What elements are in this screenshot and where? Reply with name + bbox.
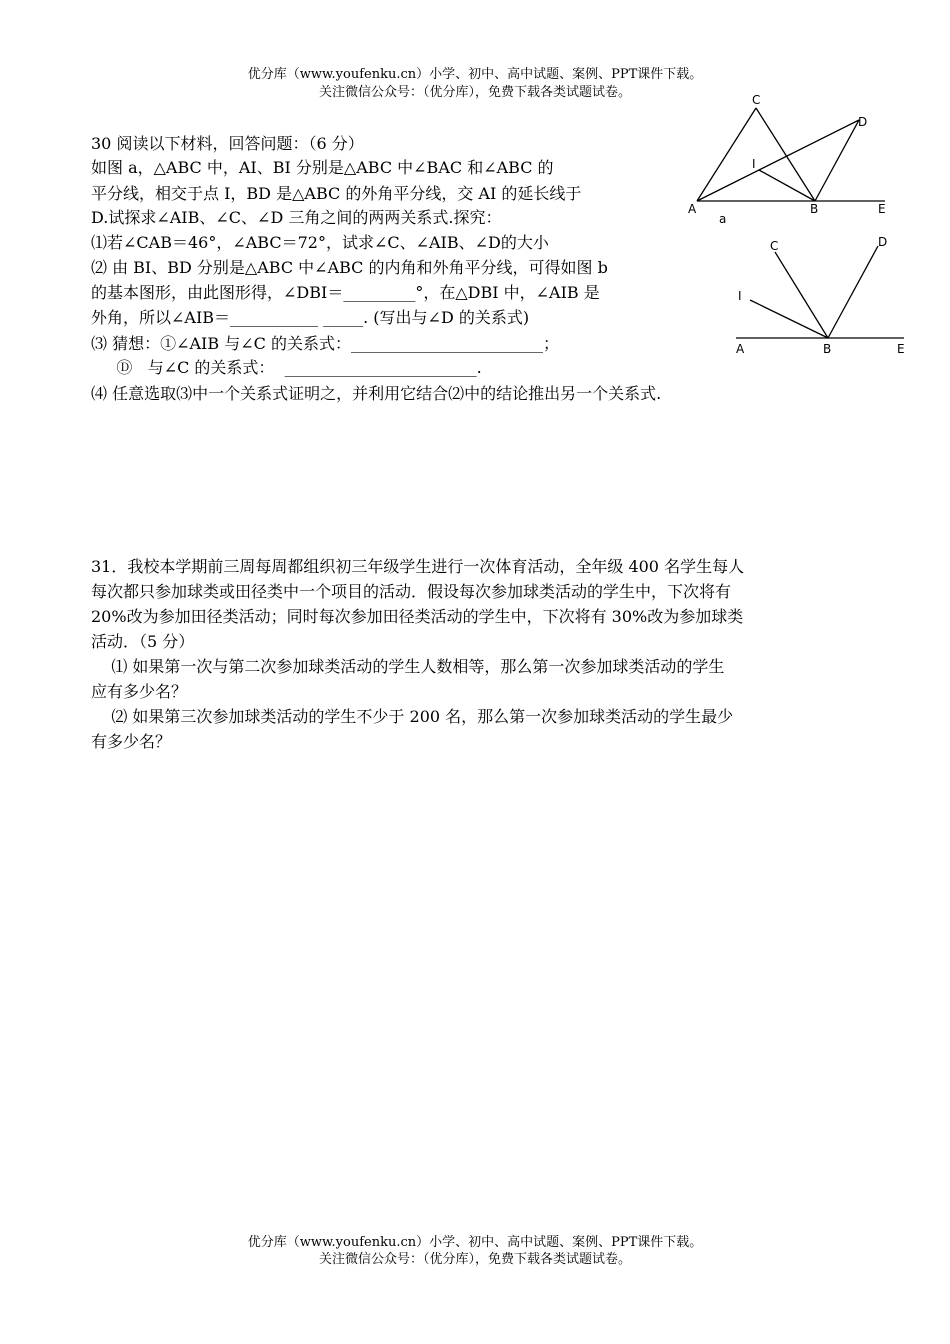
label-i: I [738, 289, 742, 303]
label-a: A [736, 342, 745, 356]
footer-line-1: 优分库（www.youfenku.cn）小学、初中、高中试题、案例、PPT课件下载。 [247, 1235, 703, 1250]
q30-line: 30 阅读以下材料，回答问题：（6 分） [91, 134, 364, 153]
q30-line: 的基本图形，由此图形得，∠DBI＝_________°，在△DBI 中，∠AIB 是 [91, 283, 600, 302]
q31-line: ⑴ 如果第一次与第二次参加球类活动的学生人数相等，那么第一次参加球类活动的学生 [91, 657, 725, 676]
label-d: D [858, 115, 868, 129]
q31-line: 活动．（5 分） [91, 632, 195, 651]
q30-line: ⑶ 猜想：①∠AIB 与∠C 的关系式：________________________； [91, 334, 559, 353]
label-d: D [878, 235, 888, 249]
label-b: B [823, 342, 832, 356]
q31-line: 31．我校本学期前三周每周都组织初三年级学生进行一次体育活动，全年级 400 名学生每人 [91, 557, 745, 576]
header-line-1: 优分库（www.youfenku.cn）小学、初中、高中试题、案例、PPT课件下载。 [247, 67, 703, 82]
figure-caption: a [719, 212, 727, 226]
q31-line: 每次都只参加球类或田径类中一个项目的活动．假设每次参加球类活动的学生中，下次将有 [91, 582, 732, 601]
q31-line: ⑵ 如果第三次参加球类活动的学生不少于 200 名，那么第一次参加球类活动的学生最少 [91, 707, 734, 726]
segment-ad [697, 120, 859, 201]
q30-line: 平分线，相交于点 I，BD 是△ABC 的外角平分线，交 AI 的延长线于 [91, 184, 582, 203]
segment-bd [815, 120, 859, 201]
segment-ib [759, 170, 815, 201]
footer-line-2: 关注微信公众号：（优分库），免费下载各类试题试卷。 [318, 1252, 631, 1267]
q30-line: 如图 a，△ABC 中，AI、BI 分别是△ABC 中∠BAC 和∠ABC 的 [91, 158, 554, 177]
segment-ac [697, 108, 756, 201]
label-i: I [752, 157, 756, 171]
ray-bd [828, 246, 878, 338]
figure-a [680, 92, 900, 232]
label-b: B [810, 202, 819, 216]
label-e: E [878, 202, 886, 216]
label-c: C [752, 93, 761, 107]
figure-b [728, 232, 914, 362]
header-line-2: 关注微信公众号：（优分库），免费下载各类试题试卷。 [318, 85, 631, 100]
q31-line: 20%改为参加田径类活动；同时每次参加田径类活动的学生中，下次将有 30%改为参加球类 [91, 607, 744, 626]
label-e: E [897, 342, 905, 356]
q30-line: Ⓓ 与∠C 的关系式： ________________________. [91, 358, 482, 377]
label-a: A [688, 202, 697, 216]
q31-line: 有多少名？ [91, 732, 172, 751]
segment-cb [756, 108, 815, 201]
label-c: C [770, 239, 779, 253]
q30-line: ⑴若∠CAB＝46°，∠ABC＝72°，试求∠C、∠AIB、∠D的大小 [91, 233, 549, 252]
q30-line: D.试探求∠AIB、∠C、∠D 三角之间的两两关系式.探究： [91, 208, 502, 227]
q30-line: 外角，所以∠AIB＝___________ _____. (写出与∠D 的关系式) [91, 308, 530, 327]
q30-line: ⑵ 由 BI、BD 分别是△ABC 中∠ABC 的内角和外角平分线，可得如图 b [91, 258, 608, 277]
q30-line: ⑷ 任意选取⑶中一个关系式证明之，并利用它结合⑵中的结论推出另一个关系式. [91, 384, 662, 403]
q31-line: 应有多少名？ [91, 682, 188, 701]
